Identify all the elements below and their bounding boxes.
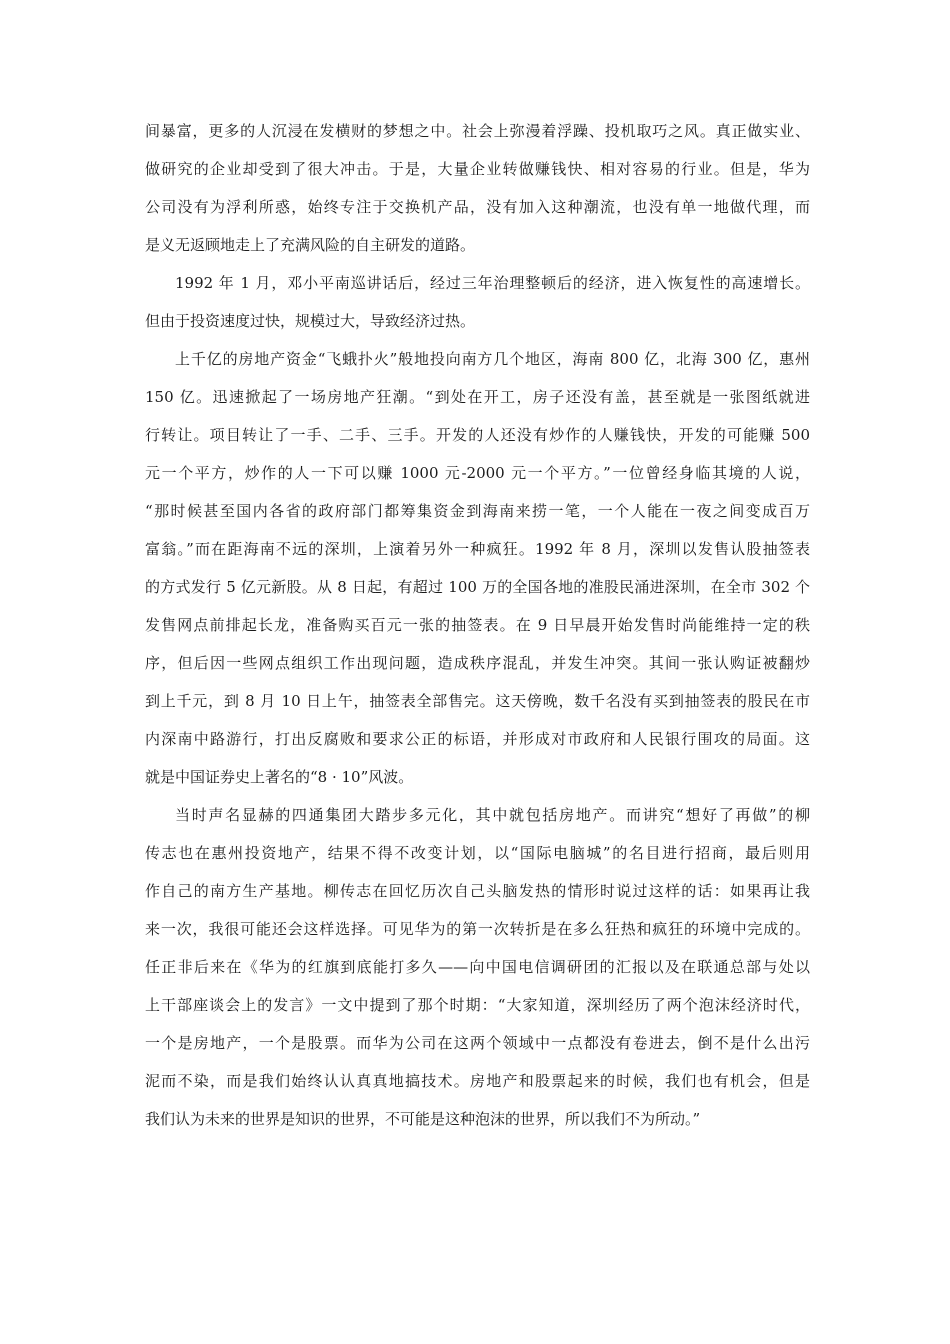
text-line: 但由于投资速度过快，规模过大，导致经济过热。: [145, 312, 476, 330]
text-line: 发售网点前排起长龙，准备购买百元一张的抽签表。在 9 日早晨开始发售时尚能维持一定的秩: [145, 616, 810, 634]
text-line: “那时候甚至国内各省的政府部门都筹集资金到海南来捞一笔，一个人能在一夜之间变成百万: [145, 502, 810, 520]
paragraph-2: [145, 264, 810, 340]
text-line: 富翁。”而在距海南不远的深圳，上演着另外一种疯狂。1992 年 8 月，深圳以发售认股抽签表: [145, 540, 810, 558]
text-line: 我们认为未来的世界是知识的世界，不可能是这种泡沫的世界，所以我们不为所动。”: [145, 1110, 701, 1128]
text-line: 一个是房地产，一个是股票。而华为公司在这两个领域中一点都没有卷进去，倒不是什么出污: [145, 1034, 810, 1052]
text-line: 是义无返顾地走上了充满风险的自主研发的道路。: [145, 236, 476, 254]
text-line: 内深南中路游行，打出反腐败和要求公正的标语，并形成对市政府和人民银行围攻的局面。这: [145, 730, 810, 748]
text-line: 做研究的企业却受到了很大冲击。于是，大量企业转做赚钱快、相对容易的行业。但是，华为: [145, 160, 810, 178]
text-line: 任正非后来在《华为的红旗到底能打多久——向中国电信调研团的汇报以及在联通总部与处以: [145, 958, 810, 976]
paragraph-3: [145, 340, 810, 796]
text-line: 150 亿。迅速掀起了一场房地产狂潮。“到处在开工，房子还没有盖，甚至就是一张图纸就进: [145, 388, 810, 406]
text-line: 来一次，我很可能还会这样选择。可见华为的第一次转折是在多么狂热和疯狂的环境中完成的。: [145, 920, 810, 938]
paragraph-1: [145, 112, 810, 264]
text-line: 元一个平方，炒作的人一下可以赚 1000 元-2000 元一个平方。”一位曾经身临其境的人说，: [145, 464, 810, 482]
text-line: 的方式发行 5 亿元新股。从 8 日起，有超过 100 万的全国各地的准股民涌进深圳，在全市 302 个: [145, 578, 810, 596]
text-line: 当时声名显赫的四通集团大踏步多元化，其中就包括房地产。而讲究“想好了再做”的柳: [175, 806, 810, 824]
text-line: 传志也在惠州投资地产，结果不得不改变计划，以“国际电脑城”的名目进行招商，最后则用: [145, 844, 810, 862]
text-line: 间暴富，更多的人沉浸在发横财的梦想之中。社会上弥漫着浮躁、投机取巧之风。真正做实业、: [145, 122, 810, 140]
text-line: 作自己的南方生产基地。柳传志在回忆历次自己头脑发热的情形时说过这样的话：如果再让我: [145, 882, 810, 900]
text-line: 行转让。项目转让了一手、二手、三手。开发的人还没有炒作的人赚钱快，开发的可能赚 500: [145, 426, 810, 444]
text-line: 上干部座谈会上的发言》一文中提到了那个时期：“大家知道，深圳经历了两个泡沫经济时代，: [145, 996, 810, 1014]
text-line: 上千亿的房地产资金“飞蛾扑火”般地投向南方几个地区，海南 800 亿，北海 300 亿，惠州: [175, 350, 810, 368]
text-line: 序，但后因一些网点组织工作出现问题，造成秩序混乱，并发生冲突。其间一张认购证被翻炒: [145, 654, 810, 672]
body-text: [145, 112, 810, 1138]
text-line: 1992 年 1 月，邓小平南巡讲话后，经过三年治理整顿后的经济，进入恢复性的高速增长。: [175, 274, 810, 292]
text-line: 到上千元，到 8 月 10 日上午，抽签表全部售完。这天傍晚，数千名没有买到抽签表的股民在市: [145, 692, 810, 710]
text-line: 就是中国证券史上著名的“8 · 10”风波。: [145, 768, 414, 786]
text-line: 公司没有为浮利所惑，始终专注于交换机产品，没有加入这种潮流，也没有单一地做代理，而: [145, 198, 810, 216]
paragraph-4: [145, 796, 810, 1138]
text-line: 泥而不染，而是我们始终认认真真地搞技术。房地产和股票起来的时候，我们也有机会，但是: [145, 1072, 810, 1090]
